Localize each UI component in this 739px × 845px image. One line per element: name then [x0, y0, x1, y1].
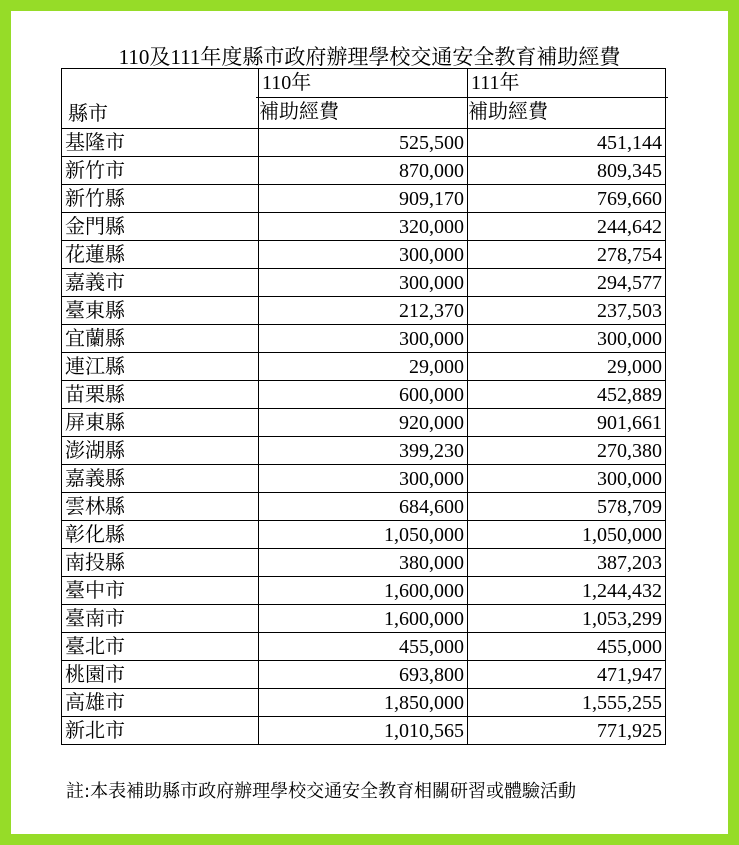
funding-111-cell: 451,144 — [468, 129, 666, 157]
funding-111-cell: 29,000 — [468, 353, 666, 381]
funding-110-cell: 399,230 — [259, 437, 468, 465]
funding-110-cell: 870,000 — [259, 157, 468, 185]
funding-110-cell: 909,170 — [259, 185, 468, 213]
funding-110-cell: 600,000 — [259, 381, 468, 409]
header-year-111-label: 111年 — [471, 72, 520, 94]
county-cell: 嘉義縣 — [62, 465, 259, 493]
document-page — [11, 11, 728, 834]
table-row — [62, 129, 666, 157]
funding-110-cell: 1,850,000 — [259, 689, 468, 717]
county-cell: 宜蘭縣 — [62, 325, 259, 353]
table-row — [62, 269, 666, 297]
header-year-111 — [468, 69, 666, 129]
county-cell: 臺北市 — [62, 633, 259, 661]
funding-111-cell: 452,889 — [468, 381, 666, 409]
county-cell: 彰化縣 — [62, 521, 259, 549]
funding-110-cell: 380,000 — [259, 549, 468, 577]
funding-110-cell: 1,600,000 — [259, 577, 468, 605]
funding-111-cell: 901,661 — [468, 409, 666, 437]
county-cell: 花蓮縣 — [62, 241, 259, 269]
table-row — [62, 633, 666, 661]
header-county — [62, 69, 259, 129]
table-row — [62, 325, 666, 353]
table-row — [62, 549, 666, 577]
funding-111-cell: 809,345 — [468, 157, 666, 185]
table-row — [62, 353, 666, 381]
table-row — [62, 577, 666, 605]
table-row — [62, 409, 666, 437]
funding-110-cell: 455,000 — [259, 633, 468, 661]
county-cell: 嘉義市 — [62, 269, 259, 297]
funding-111-cell: 771,925 — [468, 717, 666, 745]
funding-111-cell: 237,503 — [468, 297, 666, 325]
county-cell: 臺中市 — [62, 577, 259, 605]
funding-110-cell: 300,000 — [259, 325, 468, 353]
table-row — [62, 437, 666, 465]
table-row — [62, 717, 666, 745]
funding-111-cell: 578,709 — [468, 493, 666, 521]
table-row — [62, 157, 666, 185]
funding-110-cell: 1,050,000 — [259, 521, 468, 549]
document-title: 110及111年度縣市政府辦理學校交通安全教育補助經費 — [118, 45, 621, 69]
table-header-row — [62, 69, 666, 129]
funding-111-cell: 1,555,255 — [468, 689, 666, 717]
table-row — [62, 661, 666, 689]
table-row — [62, 241, 666, 269]
county-cell: 新北市 — [62, 717, 259, 745]
funding-110-cell: 693,800 — [259, 661, 468, 689]
table-row — [62, 521, 666, 549]
funding-111-cell: 244,642 — [468, 213, 666, 241]
table-row — [62, 297, 666, 325]
funding-110-cell: 320,000 — [259, 213, 468, 241]
funding-111-cell: 278,754 — [468, 241, 666, 269]
funding-table — [61, 68, 666, 745]
funding-110-cell: 300,000 — [259, 465, 468, 493]
county-cell: 臺南市 — [62, 605, 259, 633]
county-cell: 南投縣 — [62, 549, 259, 577]
funding-110-cell: 1,600,000 — [259, 605, 468, 633]
funding-110-cell: 1,010,565 — [259, 717, 468, 745]
funding-110-cell: 684,600 — [259, 493, 468, 521]
county-cell: 雲林縣 — [62, 493, 259, 521]
table-row — [62, 185, 666, 213]
table-row — [62, 689, 666, 717]
county-cell: 新竹縣 — [62, 185, 259, 213]
funding-111-cell: 300,000 — [468, 465, 666, 493]
funding-111-cell: 1,053,299 — [468, 605, 666, 633]
funding-110-cell: 300,000 — [259, 241, 468, 269]
table-row — [62, 493, 666, 521]
funding-111-cell: 387,203 — [468, 549, 666, 577]
funding-110-cell: 212,370 — [259, 297, 468, 325]
funding-111-cell: 1,244,432 — [468, 577, 666, 605]
header-year-111-funding: 補助經費 — [465, 97, 668, 126]
funding-table-body — [62, 69, 666, 745]
funding-111-cell: 471,947 — [468, 661, 666, 689]
county-cell: 基隆市 — [62, 129, 259, 157]
funding-111-cell: 300,000 — [468, 325, 666, 353]
funding-111-cell: 1,050,000 — [468, 521, 666, 549]
funding-110-cell: 29,000 — [259, 353, 468, 381]
footnote: 註:本表補助縣市政府辦理學校交通安全教育相關研習或體驗活動 — [66, 781, 577, 802]
funding-111-cell: 769,660 — [468, 185, 666, 213]
table-row — [62, 213, 666, 241]
funding-111-cell: 270,380 — [468, 437, 666, 465]
funding-110-cell: 300,000 — [259, 269, 468, 297]
county-cell: 新竹市 — [62, 157, 259, 185]
header-county-label: 縣市 — [68, 103, 108, 125]
county-cell: 連江縣 — [62, 353, 259, 381]
county-cell: 高雄市 — [62, 689, 259, 717]
funding-111-cell: 294,577 — [468, 269, 666, 297]
county-cell: 金門縣 — [62, 213, 259, 241]
county-cell: 苗栗縣 — [62, 381, 259, 409]
table-row — [62, 381, 666, 409]
funding-110-cell: 525,500 — [259, 129, 468, 157]
county-cell: 澎湖縣 — [62, 437, 259, 465]
county-cell: 屏東縣 — [62, 409, 259, 437]
funding-111-cell: 455,000 — [468, 633, 666, 661]
funding-110-cell: 920,000 — [259, 409, 468, 437]
header-year-110-funding: 補助經費 — [256, 97, 470, 126]
county-cell: 臺東縣 — [62, 297, 259, 325]
table-row — [62, 465, 666, 493]
header-year-110 — [259, 69, 468, 129]
county-cell: 桃園市 — [62, 661, 259, 689]
header-year-110-label: 110年 — [262, 72, 312, 94]
table-row — [62, 605, 666, 633]
